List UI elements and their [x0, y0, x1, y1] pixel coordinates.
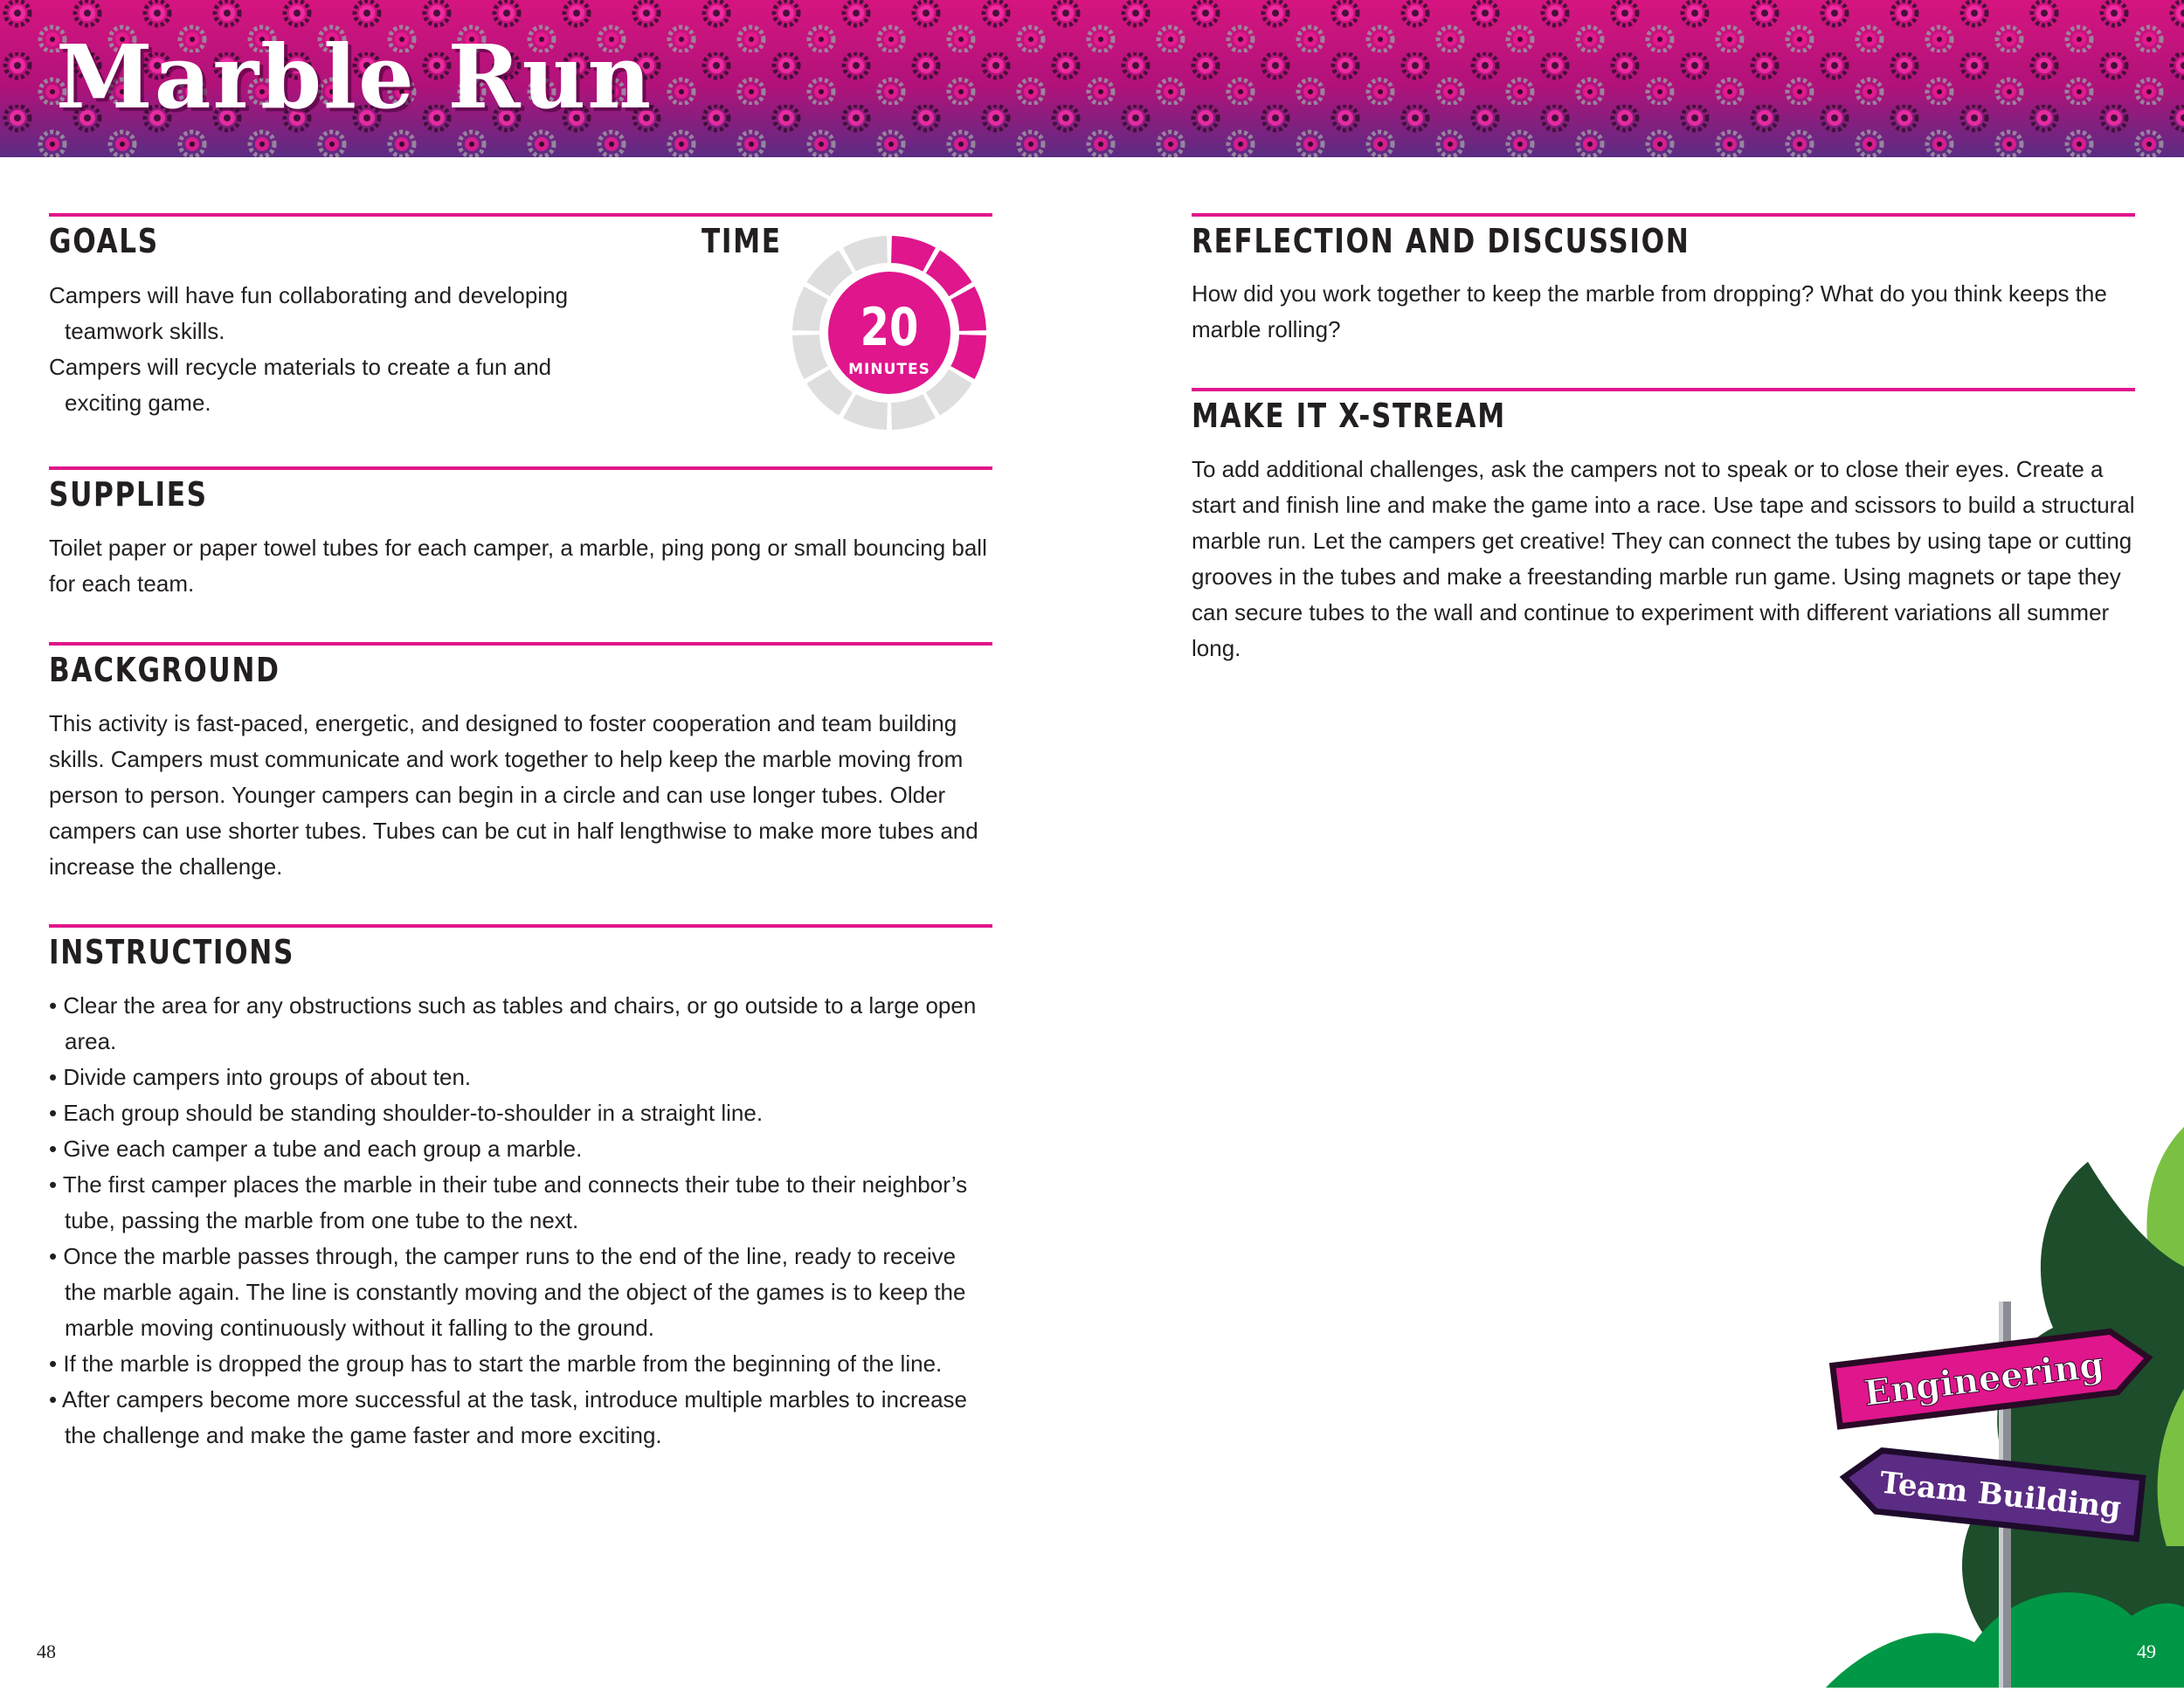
time-segment-filled — [950, 335, 986, 379]
time-clock — [791, 234, 988, 432]
xstream-text — [1192, 452, 2135, 666]
goals-rule — [49, 213, 992, 217]
time-segment-filled — [950, 287, 986, 331]
instructions-rule — [49, 924, 992, 928]
instructions-heading: INSTRUCTIONS — [49, 933, 295, 971]
reflection-heading: REFLECTION AND DISCUSSION — [1192, 222, 1690, 260]
page-number-left: 48 — [37, 1640, 56, 1662]
time-ring — [791, 234, 988, 432]
time-heading: TIME — [702, 222, 782, 260]
time-value: 20 — [860, 296, 919, 358]
supplies-text — [49, 530, 992, 602]
scene-graphic — [1826, 1127, 2184, 1688]
page-number-right: 49 — [2137, 1640, 2156, 1662]
goals-list — [49, 278, 608, 421]
instructions-list — [49, 988, 992, 1454]
page-title: Marble Run — [56, 25, 653, 128]
time-unit: MINUTES — [848, 361, 930, 378]
instruction-item: • Clear the area for any obstructions such as tables and chairs, or go outside to a large open area. — [49, 992, 977, 1054]
background-paragraph: This activity is fast-paced, energetic, and designed to foster cooperation and team building skills. Campers must communicate and work together to help keep the marble moving from person to person. Younger campers can begin in a circle and can use longer tubes. Older campers can use shorter tubes. Tubes can be cut in half lengthwise to make more tubes and increase the challenge. — [49, 710, 978, 880]
time-segment-empty — [792, 335, 828, 379]
instruction-item: • Once the marble passes through, the camper runs to the end of the line, ready to receive the marble again. The line is constantly moving and the object of the games is to keep the marble moving continuously without it falling to the ground. — [49, 1243, 966, 1341]
instruction-item: • Each group should be standing shoulder-to-shoulder in a straight line. — [49, 1100, 764, 1126]
reflection-paragraph: How did you work together to keep the marble from dropping? What do you think keeps the marble rolling? — [1192, 280, 2107, 342]
supplies-paragraph: Toilet paper or paper towel tubes for each camper, a marble, ping pong or small bouncing ball for each team. — [49, 535, 987, 597]
goal-item: Campers will have fun collaborating and developing teamwork skills. — [49, 282, 569, 344]
reflection-rule — [1192, 213, 2135, 217]
instruction-item: • The first camper places the marble in their tube and connects their tube to their neighbor’s tube, passing the marble from one tube to the next. — [49, 1171, 968, 1233]
reflection-text — [1192, 276, 2135, 348]
time-segment-empty — [843, 236, 888, 272]
time-segment-empty — [806, 250, 853, 296]
time-segment-filled — [891, 236, 936, 272]
xstream-rule — [1192, 388, 2135, 391]
time-segment-empty — [806, 369, 853, 416]
supplies-rule — [49, 466, 992, 470]
signpost-illustration — [1826, 1127, 2184, 1688]
time-segment-empty — [926, 369, 972, 416]
instruction-item: • Divide campers into groups of about ten. — [49, 1064, 472, 1090]
supplies-heading: SUPPLIES — [49, 475, 208, 514]
time-segment-empty — [792, 287, 828, 331]
sign-engineering-label: Engineering — [1862, 1343, 2106, 1415]
goal-item: Campers will recycle materials to create a fun and exciting game. — [49, 354, 552, 416]
background-heading: BACKGROUND — [49, 651, 280, 689]
instruction-item: • If the marble is dropped the group has to start the marble from the beginning of the line. — [49, 1350, 943, 1377]
xstream-heading: MAKE IT X-STREAM — [1192, 397, 1506, 435]
sign-team-building-label: Team Building — [1877, 1465, 2123, 1526]
background-rule — [49, 642, 992, 646]
time-segment-empty — [843, 394, 888, 430]
background-text — [49, 706, 992, 885]
instruction-item: • After campers become more successful at the task, introduce multiple marbles to increase the challenge and make the game faster and more exciting. — [49, 1386, 968, 1448]
xstream-paragraph: To add additional challenges, ask the campers not to speak or to close their eyes. Create a start and finish line and make the game into a race. Use tape and scissors to build a structural marble run. Let the campers get creative! They can connect the tubes by using tape or cutting grooves in the tubes and make a freestanding marble run game. Using magnets or tape they can secure tubes to the wall and continue to experiment with different variations all summer long. — [1192, 456, 2135, 661]
time-segment-filled — [926, 250, 972, 296]
header-banner — [0, 0, 2184, 157]
time-segment-empty — [891, 394, 936, 430]
goals-heading: GOALS — [49, 222, 159, 260]
instruction-item: • Give each camper a tube and each group a marble. — [49, 1136, 583, 1162]
